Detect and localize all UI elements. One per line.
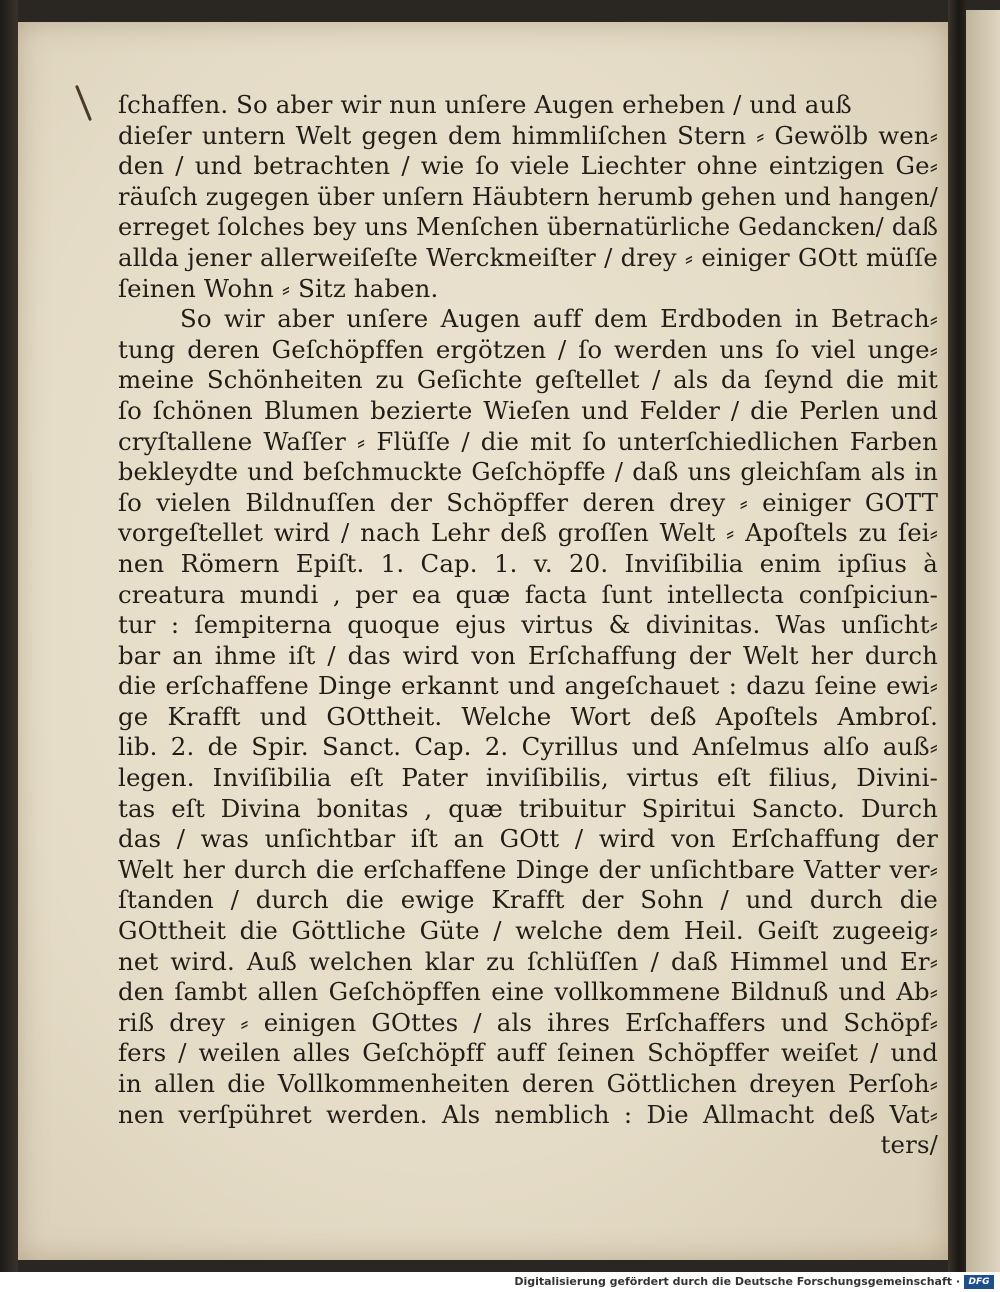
text-line: Welt her durch die erſchaffene Dinge der unſichtbare Vatter ver⸗ — [118, 854, 938, 884]
text-line: nen Römern Epiſt. 1. Cap. 1. v. 20. Inviſibilia enim ipſius à — [118, 548, 938, 578]
left-page-edge — [0, 0, 18, 1272]
text-line: bekleydte und beſchmuckte Geſchöpffe / daß uns gleichſam als in — [118, 458, 938, 487]
text-line: erreget ſolches bey uns Menſchen übernatürliche Gedancken/ daß — [118, 213, 938, 242]
catchword: ters/ — [880, 1130, 938, 1160]
text-line: dieſer untern Welt gegen dem himmliſchen Stern ⸗ Gewölb wen⸗ — [118, 120, 938, 150]
text-line: bar an ihme iſt / das wird von Erſchaffung der Welt her durch — [118, 640, 938, 670]
text-line: räuſch zugegen über unſern Häubtern herumb gehen und hangen/ — [118, 182, 939, 211]
page-text — [118, 90, 938, 1161]
text-line: in allen die Vollkommenheiten deren Göttlichen dreyen Perſoh⸗ — [118, 1069, 938, 1098]
text-line: vorgeſtellet wird / nach Lehr deß groſſen Welt ⸗ Apoſtels zu ſei⸗ — [118, 518, 938, 548]
text-line: net wird. Auß welchen klar zu ſchlüſſen / daß Himmel und Er⸗ — [118, 946, 938, 976]
dfg-logo: DFG — [964, 1275, 994, 1289]
text-line: fers / weilen alles Geſchöpff auff ſeinen Schöpffer weiſet / und — [118, 1038, 938, 1068]
text-line: ſo vielen Bildnuſſen der Schöpffer deren drey ⸗ einiger GOTT — [118, 487, 938, 517]
text-line: den / und betrachten / wie ſo viele Liechter ohne eintzigen Ge⸗ — [118, 151, 938, 181]
text-line: riß drey ⸗ einigen GOttes / als ihres Erſchaffers und Schöpf⸗ — [118, 1007, 938, 1037]
text-line: das / was unſichtbar iſt an GOtt / wird von Erſchaffung der — [118, 824, 938, 854]
text-line: ſchaffen. So aber wir nun unſere Augen erheben / und auß — [118, 90, 852, 119]
text-line: lib. 2. de Spir. Sanct. Cap. 2. Cyrillus und Anſelmus alſo auß⸗ — [118, 732, 938, 762]
text-line: legen. Inviſibilia eſt Pater inviſibilis, virtus eſt filius, Divini- — [118, 763, 938, 793]
text-line: ſo ſchönen Blumen bezierte Wieſen und Felder / die Perlen und — [118, 395, 938, 425]
text-line: den ſambt allen Geſchöpffen eine vollkommene Bildnuß und Ab⸗ — [118, 977, 938, 1007]
text-line: cryſtallene Waſſer ⸗ Flüſſe / die mit ſo unterſchiedlichen Farben — [118, 426, 938, 456]
book-gutter — [948, 0, 966, 1272]
text-line: ge Krafft und GOttheit. Welche Wort deß Apoſtels Ambroſ. — [118, 701, 938, 731]
text-line: tas eſt Divina bonitas , quæ tribuitur Spiritui Sancto. Durch — [118, 793, 938, 823]
text-line: ſeinen Wohn ⸗ Sitz haben. — [118, 273, 439, 303]
next-page-edge — [966, 10, 1000, 1272]
text-line: creatura mundi , per ea quæ facta ſunt intellecta conſpiciun- — [118, 579, 938, 609]
text-line: ſtanden / durch die ewige Krafft der Sohn / und durch die — [118, 885, 938, 915]
text-line: So wir aber unſere Augen auff dem Erdboden in Betrach⸗ — [180, 304, 938, 334]
funding-credit: Digitalisierung gefördert durch die Deutsche Forschungsgemeinschaft · — [514, 1275, 960, 1288]
text-line: tung deren Geſchöpffen ergötzen / ſo werden uns ſo viel unge⸗ — [118, 334, 938, 364]
text-line: tur : ſempiterna quoque ejus virtus & divinitas. Was unſicht⸗ — [118, 610, 938, 640]
footer-bar — [0, 1272, 1000, 1292]
text-line: die erſchaffene Dinge erkannt und angeſchauet : dazu ſeine ewi⸗ — [118, 671, 938, 701]
text-line: nen verſpühret werden. Als nemblich : Die Allmacht deß Vat⸗ — [118, 1099, 938, 1129]
text-line: allda jener allerweiſeſte Werckmeiſter / drey ⸗ einiger GOtt müſſe — [118, 242, 938, 272]
text-line: GOttheit die Göttliche Güte / welche dem Heil. Geiſt zugeeig⸗ — [118, 916, 938, 946]
text-line: meine Schönheiten zu Geſichte geſtellet / als da ſeynd die mit — [118, 365, 938, 395]
